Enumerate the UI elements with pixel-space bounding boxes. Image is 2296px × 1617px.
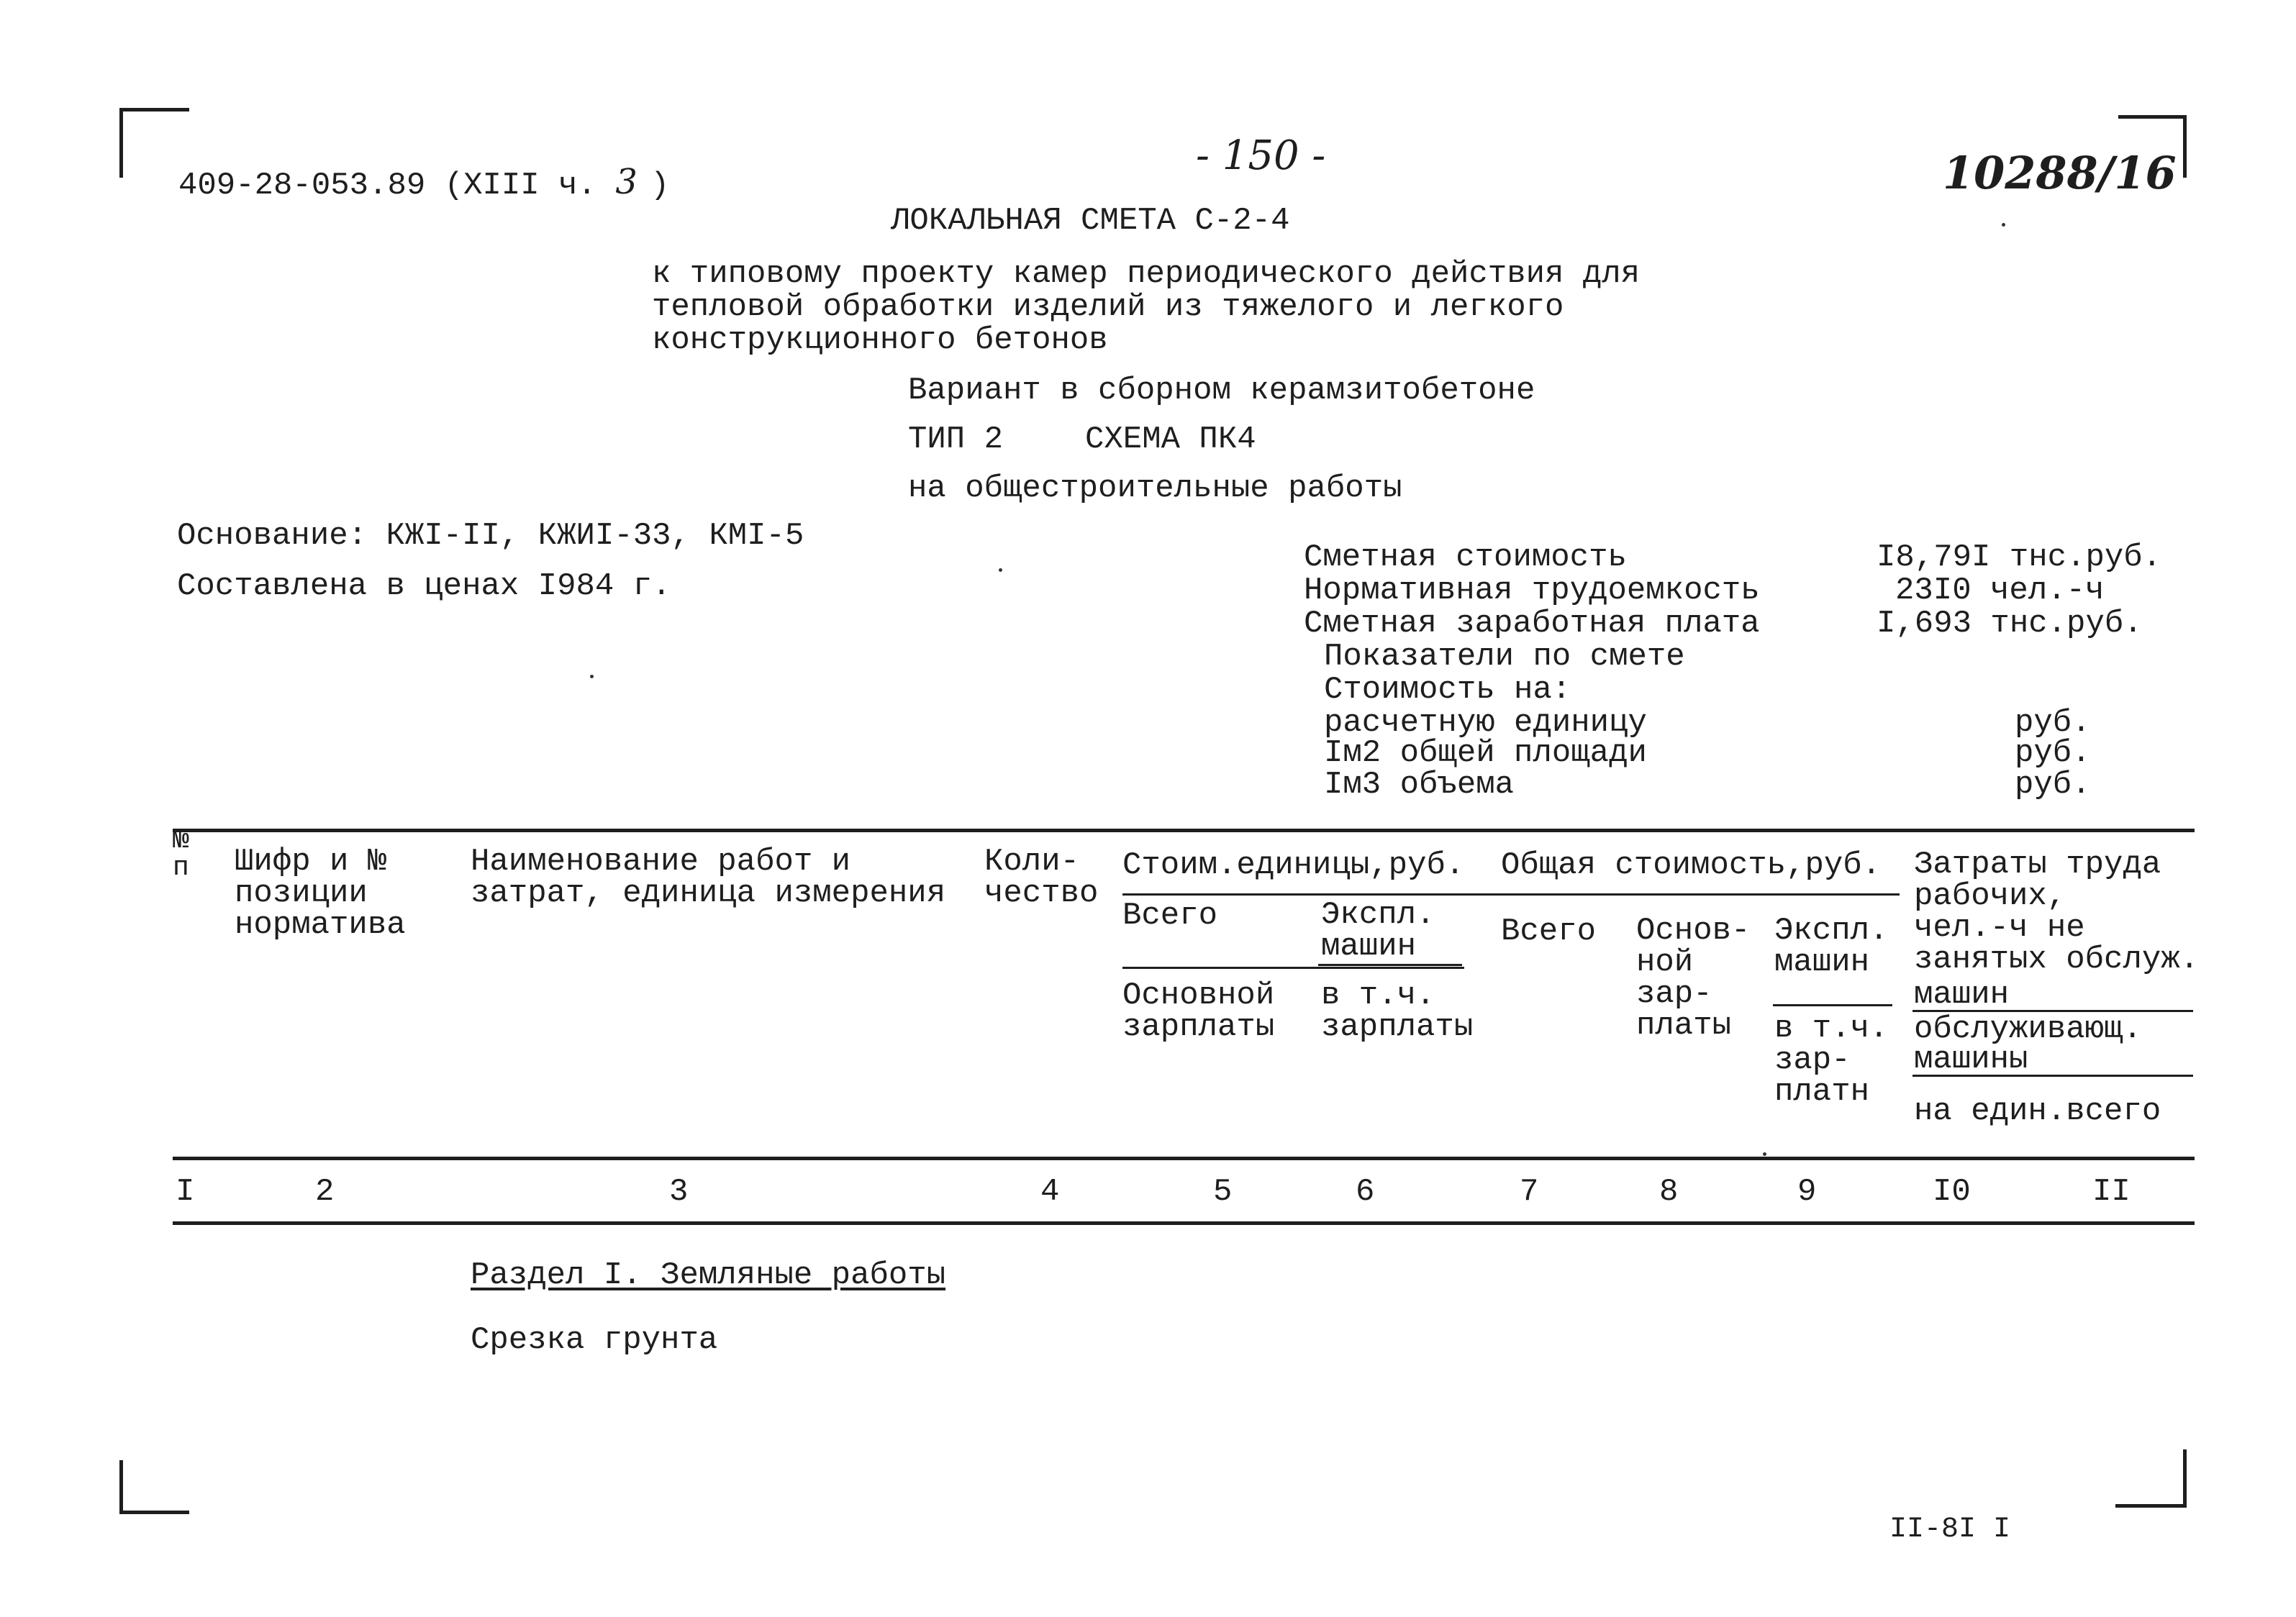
column-number-4: 4 [1040, 1174, 1060, 1210]
scheme-label: СХЕМА ПК4 [1085, 422, 1256, 457]
column-number-11: II [2092, 1174, 2131, 1210]
column-number-7: 7 [1520, 1174, 1539, 1210]
header-total-total: Всего [1501, 914, 1597, 949]
doc-code-close: ) [650, 168, 670, 204]
cost-groups-rule [1122, 893, 1900, 896]
doc-code-text: 409-28-053.89 (XIII ч. [178, 168, 616, 204]
header-unit-machines: Экспл. машин [1321, 897, 1435, 965]
column-number-10: I0 [1933, 1174, 1971, 1210]
summary-unit-label: расчетную единицу [1324, 705, 1647, 741]
col-header-name: Наименование работ и затрат, единица измерения [471, 844, 946, 911]
header-unit-total: Всего [1122, 898, 1218, 934]
column-number-3: 3 [669, 1174, 689, 1210]
summary-wage-label: Сметная заработная плата [1304, 606, 1760, 642]
variant-label: Вариант в сборном керамзитобетоне [908, 373, 1535, 409]
subtitle-line-1: к типовому проекту камер периодического действия для [652, 256, 1641, 292]
scan-speck [590, 675, 594, 678]
column-number-6: 6 [1356, 1174, 1375, 1210]
header-total-base-wage: Основ- ной зар- платы [1636, 913, 1751, 1044]
summary-area-label: Iм2 общей площади [1324, 735, 1647, 771]
header-labor-serving-2: машины [1914, 1042, 2028, 1078]
summary-labor-label: Нормативная трудоемкость [1304, 573, 1760, 609]
subtitle-line-3: конструкционного бетонов [652, 322, 1108, 358]
col-header-quantity: Коли- чество [984, 844, 1099, 911]
header-labor-serving: обслуживающ. [1914, 1011, 2142, 1047]
header-total-machines: Экспл. машин [1774, 913, 1889, 980]
column-number-5: 5 [1213, 1174, 1233, 1210]
corner-mark-bottom-left [119, 1460, 189, 1514]
works-label: на общестроительные работы [908, 470, 1402, 506]
column-number-bottom-rule [173, 1221, 2195, 1225]
scan-speck [999, 568, 1002, 572]
table-header-bottom-rule [173, 1157, 2195, 1160]
column-number-1: I [176, 1174, 195, 1210]
page-number: - 150 - [1196, 132, 1326, 179]
unit-cost-subrule [1122, 967, 1464, 969]
subtitle-line-2: тепловой обработки изделий из тяжелого и легкого [652, 289, 1564, 325]
column-number-2: 2 [315, 1174, 335, 1210]
column-number-8: 8 [1659, 1174, 1679, 1210]
doc-code-handwritten: 3 [615, 162, 637, 202]
inventory-number: 10288/16 [1943, 147, 2177, 199]
header-unit-base-wage: Основной зарплаты [1122, 978, 1275, 1045]
document-title: ЛОКАЛЬНАЯ СМЕТА С-2-4 [891, 203, 1290, 239]
col-header-number: № п [173, 825, 189, 883]
summary-volume-label: Iм3 объема [1324, 767, 1515, 803]
summary-wage-value: I,693 тнс.руб. [1877, 606, 2143, 642]
summary-unit-value: руб. [2015, 705, 2091, 741]
footer-code: II-8I I [1889, 1513, 2011, 1546]
column-number-9: 9 [1797, 1174, 1817, 1210]
section-title: Раздел I. Земляные работы [471, 1257, 946, 1293]
header-labor-machines: машин [1914, 977, 2010, 1013]
prices-label: Составлена в ценах I984 г. [177, 568, 671, 604]
total-machines-subrule [1773, 1004, 1892, 1006]
type-label: ТИП 2 [908, 422, 1004, 457]
summary-cost-value: I8,79I тнс.руб. [1877, 539, 2162, 575]
header-unit-cost-group: Стоим.единицы,руб. [1122, 847, 1465, 883]
scan-speck [2002, 223, 2005, 227]
summary-labor-value: 23I0 чел.-ч [1895, 573, 2105, 609]
header-total-incl-wage: в т.ч. зар- платн [1774, 1011, 1889, 1110]
header-total-cost-group: Общая стоимость,руб. [1501, 847, 1882, 883]
summary-indicators-label: Показатели по смете [1324, 639, 1685, 675]
header-unit-incl-wage: в т.ч. зарплаты [1321, 978, 1474, 1045]
summary-volume-value: руб. [2015, 767, 2091, 803]
col-header-code: Шифр и № позиции норматива [235, 844, 406, 943]
summary-cost-on-label: Стоимость на: [1324, 672, 1571, 708]
table-top-rule [173, 829, 2195, 832]
document-code [178, 162, 670, 204]
scan-speck [1763, 1152, 1766, 1156]
corner-mark-bottom-right [2115, 1449, 2187, 1508]
footer-code-clip [1889, 1513, 2033, 1546]
header-labor-group: Затраты труда рабочих, чел.-ч не занятых обслуж. [1914, 847, 2200, 978]
first-item-label: Срезка грунта [471, 1322, 718, 1358]
summary-cost-label: Сметная стоимость [1304, 539, 1627, 575]
header-labor-per-unit: на един.всего [1914, 1093, 2161, 1129]
summary-area-value: руб. [2015, 735, 2091, 771]
basis-label: Основание: КЖI-II, КЖИI-33, КМI-5 [177, 518, 804, 554]
